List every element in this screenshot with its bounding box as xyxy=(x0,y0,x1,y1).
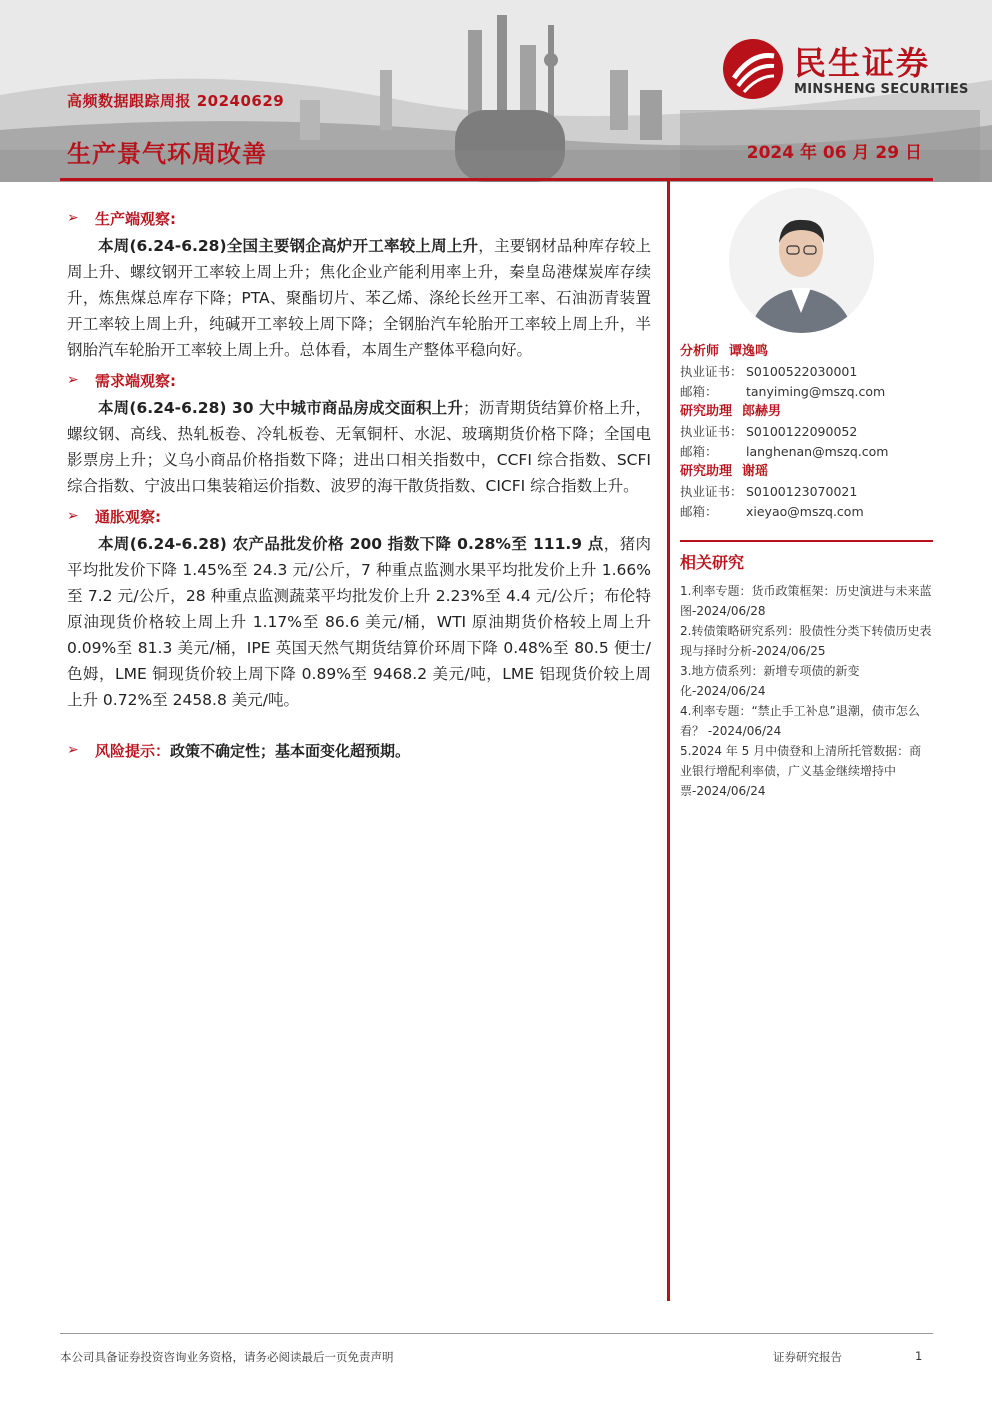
cert-row xyxy=(680,482,933,502)
arrow-bullet-icon: ➢ xyxy=(67,508,79,524)
analyst-name: 谭逸鸣 xyxy=(729,344,769,359)
related-item[interactable]: 2.转债策略研究系列：股债性分类下转债历史表现与择时分析-2024/06/25 xyxy=(680,624,932,658)
section-heading-text: 生产端观察: xyxy=(95,209,176,228)
column-divider xyxy=(667,181,670,1301)
section-demand xyxy=(67,369,651,499)
section-paragraph xyxy=(67,395,651,499)
header-banner xyxy=(0,0,992,182)
role-label: 分析师 xyxy=(680,344,720,359)
analyst-name: 郎赫男 xyxy=(742,404,782,419)
email-label: 邮箱： xyxy=(680,504,718,519)
cert-number: S0100123070021 xyxy=(746,484,858,499)
report-type: 高频数据跟踪周报 20240629 xyxy=(67,92,285,110)
email-row xyxy=(680,442,933,462)
report-date: 2024 年 06 月 29 日 xyxy=(746,143,922,163)
section-production xyxy=(67,207,651,363)
email-row xyxy=(680,502,933,522)
section-inflation xyxy=(67,505,651,713)
cert-number: S0100522030001 xyxy=(746,364,858,379)
related-divider xyxy=(680,540,933,542)
footer-divider xyxy=(60,1333,933,1334)
analyst-list xyxy=(680,342,933,522)
risk-label: 风险提示： xyxy=(95,741,171,760)
section-heading-text: 需求端观察: xyxy=(95,371,176,390)
arrow-bullet-icon: ➢ xyxy=(67,372,79,388)
logo-chinese-name: 民生证券 xyxy=(794,44,931,82)
section-paragraph xyxy=(67,233,651,363)
risk-warning xyxy=(67,739,651,761)
related-title: 相关研究 xyxy=(680,553,745,572)
section-paragraph xyxy=(67,531,651,713)
cert-number: S0100122090052 xyxy=(746,424,858,439)
paragraph-text: ，主要钢材品种库存较上周上升、螺纹钢开工率较上周上升；焦化企业产能利用率上升，秦皇岛港煤炭库存续升，炼焦煤总库存下降；PTA、聚酯切片、苯乙烯、涤纶长丝开工率、石油沥青装置开工率较上周上升，纯碱开工率较上周下降；全钢胎汽车轮胎开工率较上周上升，半钢胎汽车轮胎开工率较上周上升。总体看，本周生产整体平稳向好。 xyxy=(67,237,651,359)
related-item[interactable]: 4.利率专题：“禁止手工补息”退潮，债市怎么看？ -2024/06/24 xyxy=(680,704,920,738)
email-row xyxy=(680,382,933,402)
risk-text: 政策不确定性；基本面变化超预期。 xyxy=(170,741,411,760)
report-title: 生产景气环周改善 xyxy=(67,140,267,168)
analyst-role xyxy=(680,342,933,362)
email-label: 邮箱： xyxy=(680,444,718,459)
cert-row xyxy=(680,422,933,442)
paragraph-text: ，猪肉平均批发价下降 1.45%至 24.3 元/公斤，7 种重点监测水果平均批发价上升 1.66%至 7.2 元/公斤，28 种重点监测蔬菜平均批发价上升 2.23%至 4.4 元/公斤；布伦特原油现货价格较上周上升 1.17%至 86.6 美元/桶，WTI 原油期货价格较上周上升 0.09%至 81.3 美元/桶，IPE 英国天然气期货结算价环周下降 0.48%至 80.5 便士/色姆，LME 铜现货价较上周下降 0.89%至 9468.2 美元/吨，LME 铝现货价较上周上升 0.72%至 2458.8 美元/吨。 xyxy=(67,535,651,709)
section-heading xyxy=(67,505,651,527)
related-research xyxy=(680,540,933,801)
analyst-portrait-icon xyxy=(729,188,874,333)
paragraph-lead: 本周(6.24-6.28)全国主要钢企高炉开工率较上周上升 xyxy=(98,237,479,255)
paragraph-text: ；沥青期货结算价格上升，螺纹钢、高线、热轧板卷、冷轧板卷、无氧铜杆、水泥、玻璃期货价格下降；全国电影票房上升；义乌小商品价格指数下降；进出口相关指数中，CCFI 综合指数、SCFI 综合指数、宁波出口集装箱运价指数、波罗的海干散货指数、CICFI 综合指数上升。 xyxy=(67,399,651,495)
related-item[interactable]: 5.2024 年 5 月中债登和上清所托管数据：商业银行增配利率债，广义基金继续增持中票-2024/06/24 xyxy=(680,744,922,798)
company-logo xyxy=(722,38,969,102)
section-heading xyxy=(67,207,651,229)
cert-label: 执业证书： xyxy=(680,364,743,379)
email-address[interactable]: langhenan@mszq.com xyxy=(746,444,889,459)
analyst-photo xyxy=(729,188,874,333)
cert-label: 执业证书： xyxy=(680,424,743,439)
related-item[interactable]: 1.利率专题：货币政策框架：历史演进与未来蓝图-2024/06/28 xyxy=(680,584,932,618)
cert-label: 执业证书： xyxy=(680,484,743,499)
analyst-role xyxy=(680,462,933,482)
cert-row xyxy=(680,362,933,382)
email-label: 邮箱： xyxy=(680,384,718,399)
footer-disclaimer: 本公司具备证券投资咨询业务资格，请务必阅读最后一页免责声明 xyxy=(60,1350,394,1364)
analyst-name: 谢瑶 xyxy=(742,464,769,479)
minsheng-logo-icon xyxy=(722,38,784,100)
role-label: 研究助理 xyxy=(680,404,733,419)
paragraph-lead: 本周(6.24-6.28) 农产品批发价格 200 指数下降 0.28%至 111.9 点 xyxy=(98,535,604,553)
analyst-entry xyxy=(680,342,933,402)
logo-english-name: MINSHENG SECURITIES xyxy=(794,82,969,97)
paragraph-lead: 本周(6.24-6.28) 30 大中城市商品房成交面积上升 xyxy=(98,399,464,417)
related-item[interactable]: 3.地方债系列：新增专项债的新变化-2024/06/24 xyxy=(680,664,860,698)
analyst-role xyxy=(680,402,933,422)
email-address[interactable]: tanyiming@mszq.com xyxy=(746,384,886,399)
role-label: 研究助理 xyxy=(680,464,733,479)
section-heading-text: 通胀观察: xyxy=(95,507,161,526)
email-address[interactable]: xieyao@mszq.com xyxy=(746,504,864,519)
section-heading xyxy=(67,369,651,391)
footer-report-kind: 证券研究报告 xyxy=(773,1350,842,1364)
analyst-entry xyxy=(680,462,933,522)
header-divider xyxy=(60,178,933,181)
arrow-bullet-icon: ➢ xyxy=(67,742,79,758)
main-content xyxy=(67,207,651,761)
arrow-bullet-icon: ➢ xyxy=(67,210,79,226)
analyst-entry xyxy=(680,402,933,462)
page-number: 1 xyxy=(915,1349,923,1363)
